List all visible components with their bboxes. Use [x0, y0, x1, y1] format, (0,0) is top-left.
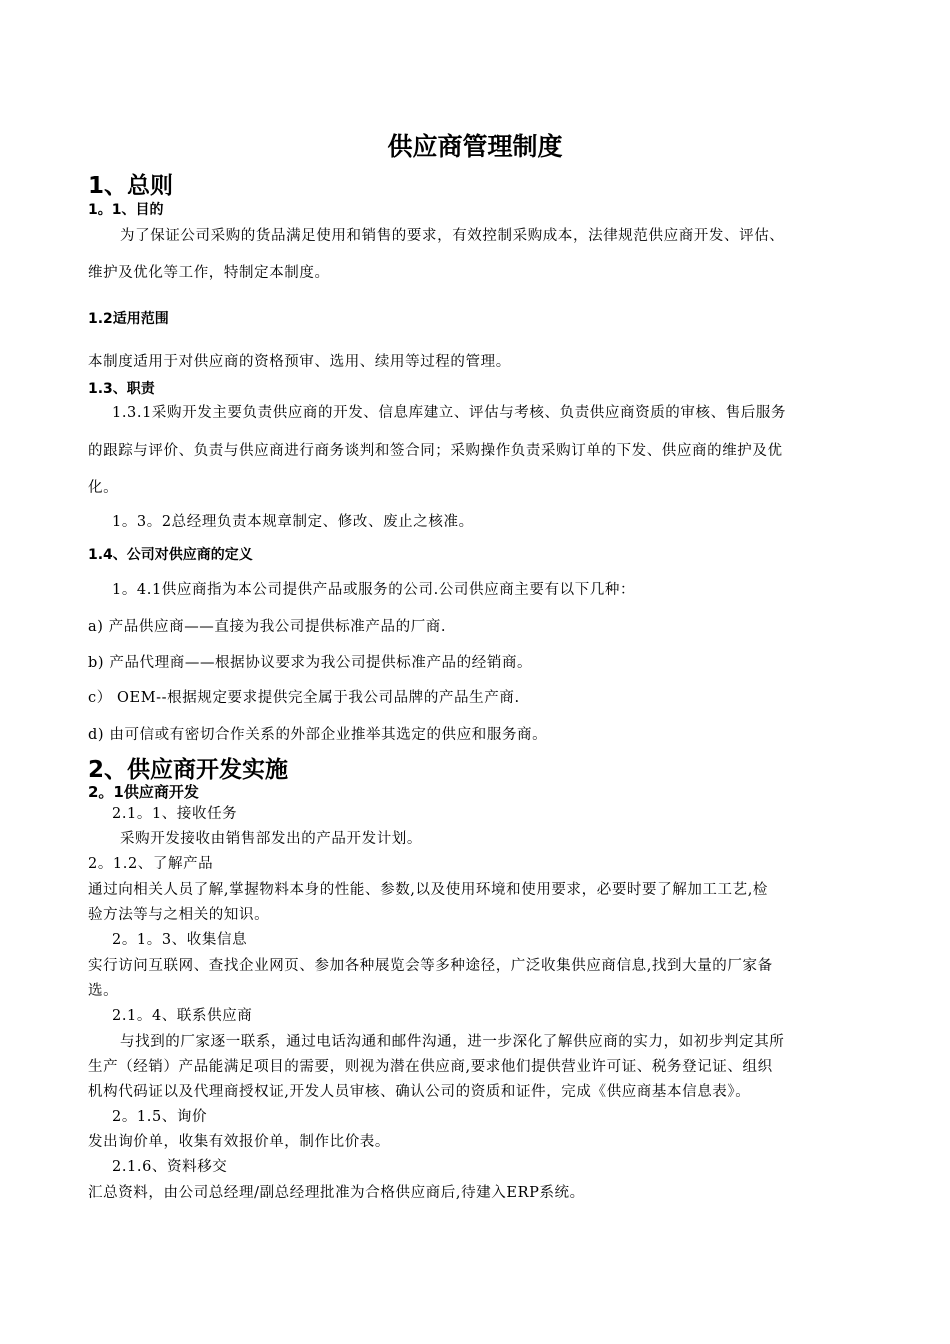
section-1-3-heading: 1.3、职责 — [88, 381, 155, 397]
supplier-type-c: c） OEM--根据规定要求提供完全属于我公司品牌的产品生产商. — [88, 690, 520, 706]
item-2-1-6-text: 汇总资料，由公司总经理/副总经理批准为合格供应商后,待建入ERP系统。 — [88, 1185, 585, 1201]
section-1-3-p1-line-1: 1.3.1采购开发主要负责供应商的开发、信息库建立、评估与考核、负责供应商资质的审核、售后服务 — [112, 405, 787, 421]
supplier-type-b: b) 产品代理商——根据协议要求为我公司提供标准产品的经销商。 — [88, 655, 533, 671]
section-1-heading: 1、总则 — [88, 173, 174, 199]
section-2-heading: 2、供应商开发实施 — [88, 757, 289, 783]
item-2-1-2-line-1: 通过向相关人员了解,掌握物料本身的性能、参数,以及使用环境和使用要求，必要时要了解加工工艺,检 — [88, 882, 769, 898]
section-1-4-heading: 1.4、公司对供应商的定义 — [88, 547, 253, 563]
section-1-3-p2: 1。3。2总经理负责本规章制定、修改、废止之核准。 — [112, 514, 474, 530]
section-2-1-heading: 2。1供应商开发 — [88, 783, 199, 801]
section-1-1-heading: 1。1、目的 — [88, 202, 164, 218]
item-2-1-2-line-2: 验方法等与之相关的知识。 — [88, 907, 270, 923]
section-1-4-p1: 1。4.1供应商指为本公司提供产品或服务的公司.公司供应商主要有以下几种： — [112, 582, 636, 598]
section-1-3-p1-line-2: 的跟踪与评价、负责与供应商进行商务谈判和签合同；采购操作负责采购订单的下发、供应商的维护及优 — [88, 443, 783, 459]
item-2-1-4-line-1: 与找到的厂家逐一联系，通过电话沟通和邮件沟通，进一步深化了解供应商的实力，如初步判定其所 — [120, 1034, 785, 1050]
section-1-2-heading: 1.2适用范围 — [88, 311, 169, 327]
item-2-1-4-line-2: 生产（经销）产品能满足项目的需要，则视为潜在供应商,要求他们提供营业许可证、税务登记证、组织 — [88, 1059, 773, 1075]
item-2-1-6-heading: 2.1.6、资料移交 — [112, 1159, 228, 1175]
item-2-1-4-heading: 2.1。4、联系供应商 — [112, 1008, 253, 1024]
item-2-1-4-line-3: 机构代码证以及代理商授权证,开发人员审核、确认公司的资质和证件，完成《供应商基本信息表》。 — [88, 1084, 751, 1100]
item-2-1-1-heading: 2.1。1、接收任务 — [112, 806, 238, 822]
section-1-3-p1-line-3: 化。 — [88, 480, 119, 496]
item-2-1-5-text: 发出询价单，收集有效报价单，制作比价表。 — [88, 1134, 390, 1150]
item-2-1-3-line-2: 选。 — [88, 983, 119, 999]
item-2-1-1-text: 采购开发接收由销售部发出的产品开发计划。 — [120, 831, 422, 847]
section-1-2-line-1: 本制度适用于对供应商的资格预审、选用、续用等过程的管理。 — [88, 354, 511, 370]
document-title: 供应商管理制度 — [387, 132, 563, 161]
section-1-1-line-1: 为了保证公司采购的货品满足使用和销售的要求，有效控制采购成本，法律规范供应商开发、评估、 — [120, 228, 785, 244]
supplier-type-d: d) 由可信或有密切合作关系的外部企业推举其选定的供应和服务商。 — [88, 727, 548, 743]
item-2-1-5-heading: 2。1.5、询价 — [112, 1109, 208, 1125]
item-2-1-3-heading: 2。1。3、收集信息 — [112, 932, 248, 948]
item-2-1-2-heading: 2。1.2、了解产品 — [88, 856, 214, 872]
item-2-1-3-line-1: 实行访问互联网、查找企业网页、参加各种展览会等多种途径，广泛收集供应商信息,找到大量的厂家备 — [88, 958, 773, 974]
supplier-type-a: a) 产品供应商——直接为我公司提供标准产品的厂商. — [88, 619, 447, 635]
section-1-1-line-2: 维护及优化等工作，特制定本制度。 — [88, 265, 330, 281]
